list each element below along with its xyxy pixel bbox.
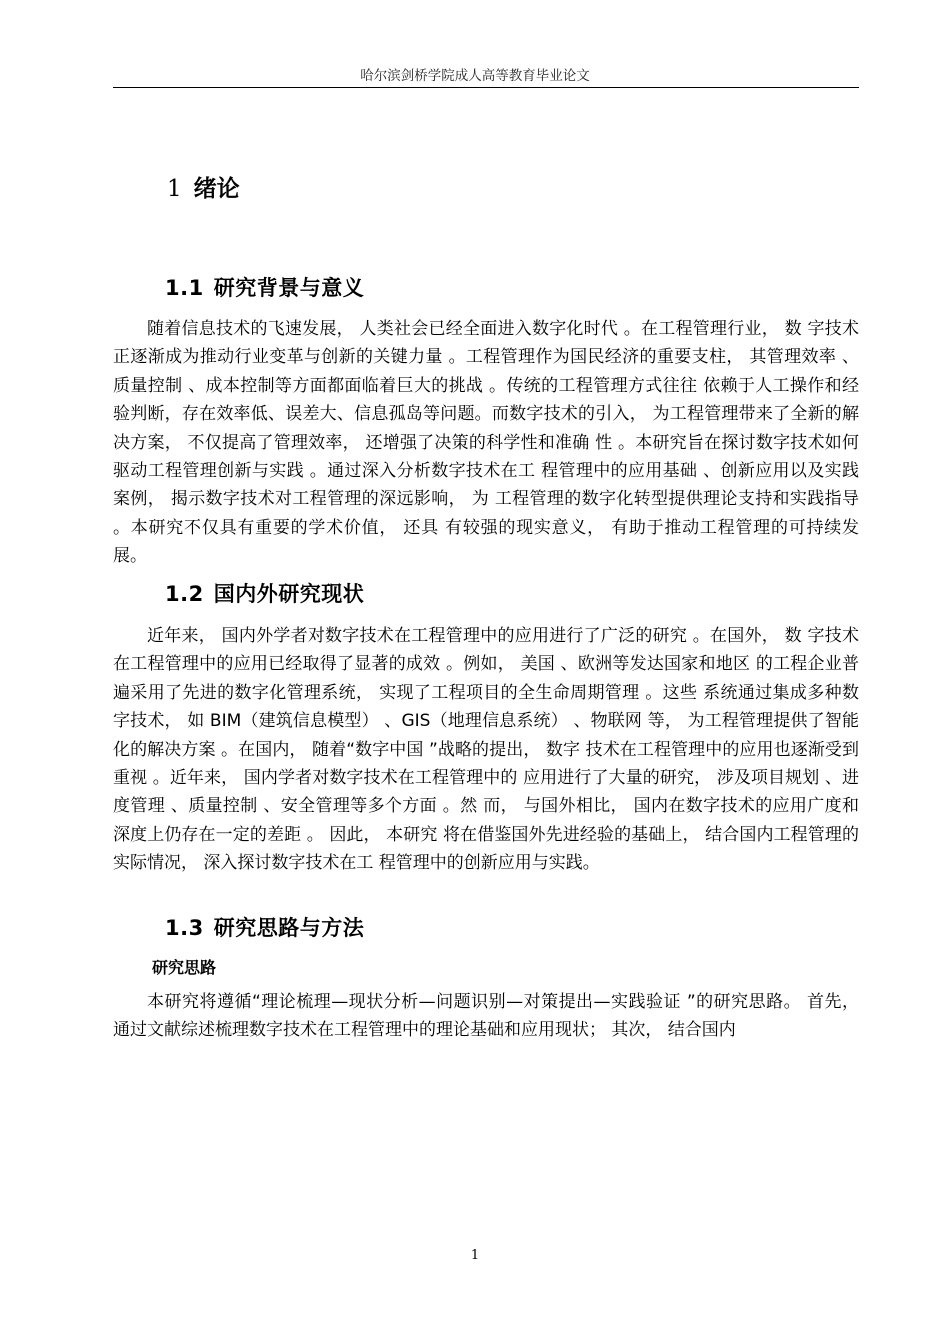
section-title: 国内外研究现状 bbox=[213, 582, 365, 606]
section-heading-1-3 bbox=[165, 912, 364, 942]
running-header: 哈尔滨剑桥学院成人高等教育毕业论文 bbox=[360, 68, 590, 84]
section-number: 1.3 bbox=[165, 916, 204, 940]
chapter-title bbox=[167, 170, 240, 203]
section-paragraph-1-1: 随着信息技术的飞速发展， 人类社会已经全面进入数字化时代 。在工程管理行业， 数 字技术正逐渐成为推动行业变革与创新的关键力量 。工程管理作为国民经济的重要支柱， 其管理效率 、质量控制 、成本控制等方面都面临着巨大的挑战 。传统的工程管理方式往往 依赖于人工操作和经验判断，存在效率低、误差大、信息孤岛等问题。而数字技术的引入， 为工程管理带来了全新的解决方案， 不仅提高了管理效率， 还增强了决策的科学性和准确 性 。本研究旨在探讨数字技术如何驱动工程管理创新与实践 。通过深入分析数字技术在工 程管理中的应用基础 、创新应用以及实践案例， 揭示数字技术对工程管理的深远影响， 为 工程管理的数字化转型提供理论支持和实践指导 。本研究不仅具有重要的学术价值， 还具 有较强的现实意义， 有助于推动工程管理的可持续发展。 bbox=[113, 319, 859, 567]
section-paragraph-1-2: 近年来， 国内外学者对数字技术在工程管理中的应用进行了广泛的研究 。在国外， 数 字技术在工程管理中的应用已经取得了显著的成效 。例如， 美国 、欧洲等发达国家和地区 的工程企业普遍采用了先进的数字化管理系统， 实现了工程项目的全生命周期管理 。这些 系统通过集成多种数字技术， 如 BIM（建筑信息模型） 、GIS（地理信息系统） 、物联网 等， 为工程管理提供了智能化的解决方案 。在国内， 随着“数字中国 ”战略的提出， 数字 技术在工程管理中的应用也逐渐受到重视 。近年来， 国内学者对数字技术在工程管理中的 应用进行了大量的研究， 涉及项目规划 、进度管理 、质量控制 、安全管理等多个方面 。然 而， 与国外相比， 国内在数字技术的应用广度和深度上仍存在一定的差距 。 因此， 本研究 将在借鉴国外先进经验的基础上， 结合国内工程管理的实际情况， 深入探讨数字技术在工 程管理中的创新应用与实践。 bbox=[113, 626, 859, 874]
section-heading-1-1 bbox=[165, 272, 364, 302]
section-title: 研究思路与方法 bbox=[213, 916, 365, 940]
page-number: 1 bbox=[470, 1248, 480, 1263]
chapter-number: 1 bbox=[167, 176, 182, 202]
chapter-title-text: 绪论 bbox=[193, 176, 240, 202]
section-number: 1.2 bbox=[165, 582, 204, 606]
section-paragraph-1-3: 本研究将遵循“理论梳理—现状分析—问题识别—对策提出—实践验证 ”的研究思路。 首先， 通过文献综述梳理数字技术在工程管理中的理论基础和应用现状； 其次， 结合国内 bbox=[113, 992, 859, 1041]
section-number: 1.1 bbox=[165, 276, 204, 300]
section-heading-1-2 bbox=[165, 578, 364, 608]
header-rule bbox=[113, 87, 859, 88]
section-title: 研究背景与意义 bbox=[213, 276, 365, 300]
subheading-research-approach: 研究思路 bbox=[152, 958, 217, 977]
